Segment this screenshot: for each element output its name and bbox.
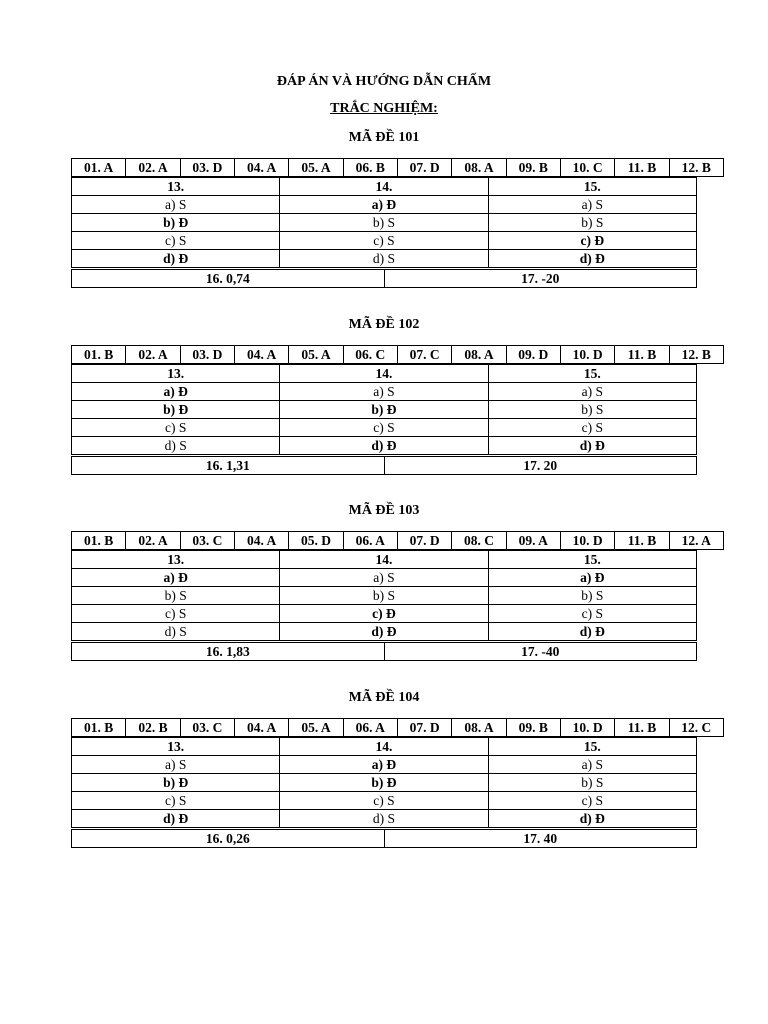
mc-answer: 06. A: [343, 532, 397, 550]
tf-answer: c) S: [488, 419, 696, 437]
section-title: MÃ ĐỀ 101: [348, 130, 420, 145]
tf-answer: a) Đ: [72, 383, 280, 401]
tf-answer: c) S: [280, 232, 488, 250]
tf-row: [72, 792, 697, 810]
mc-answer: 07. D: [397, 159, 451, 177]
mc-answer: 01. A: [72, 159, 126, 177]
mc-answer: 08. A: [452, 159, 506, 177]
tf-answer: b) Đ: [280, 774, 488, 792]
short-answer-table: [71, 269, 697, 288]
tf-answer-table: [71, 364, 697, 455]
tf-answer: b) Đ: [72, 774, 280, 792]
short-answer-row: [72, 830, 697, 848]
mc-answer: 12. A: [669, 532, 723, 550]
mc-answer: 12. C: [669, 719, 723, 737]
tf-answer: b) S: [280, 214, 488, 232]
tf-answer: d) S: [72, 437, 280, 455]
tf-row: [72, 774, 697, 792]
tf-answer: b) S: [488, 774, 696, 792]
mc-answer: 02. A: [126, 532, 180, 550]
tf-answer: a) S: [72, 196, 280, 214]
short-answer-row: [72, 270, 697, 288]
tf-row: [72, 569, 697, 587]
tf-answer: b) Đ: [280, 401, 488, 419]
mc-answer: 02. A: [126, 346, 180, 364]
mc-answer: 08. C: [452, 532, 506, 550]
mc-answer: 01. B: [72, 346, 126, 364]
tf-row: [72, 756, 697, 774]
mc-answer: 05. D: [289, 532, 343, 550]
tf-answer: c) Đ: [488, 232, 696, 250]
tf-row: [72, 623, 697, 641]
tf-answer: c) S: [280, 792, 488, 810]
tf-answer: c) S: [72, 419, 280, 437]
tf-answer: d) S: [280, 810, 488, 828]
mc-answer: 11. B: [615, 719, 669, 737]
tf-answer: c) S: [488, 605, 696, 623]
tf-question-number: 14.: [280, 365, 488, 383]
mc-answer: 11. B: [615, 532, 669, 550]
mc-answer: 09. D: [506, 346, 560, 364]
tf-answer: d) Đ: [488, 250, 696, 268]
mc-answer: 11. B: [615, 346, 669, 364]
mc-answer: 04. A: [234, 532, 288, 550]
tf-answer: d) S: [280, 250, 488, 268]
mc-answer: 03. C: [180, 532, 234, 550]
tf-answer: a) S: [488, 383, 696, 401]
short-answer-row: [72, 457, 697, 475]
tf-question-number: 13.: [72, 178, 280, 196]
section-title: MÃ ĐỀ 104: [348, 690, 420, 705]
short-answer: 17. -20: [384, 270, 697, 288]
tf-answer: c) S: [72, 792, 280, 810]
tf-answer-table: [71, 550, 697, 641]
mc-answer: 04. A: [234, 719, 288, 737]
tf-row: [72, 383, 697, 401]
tf-row: [72, 437, 697, 455]
short-answer-table: [71, 456, 697, 475]
mc-answer: 02. A: [126, 159, 180, 177]
tf-row: [72, 419, 697, 437]
tf-row: [72, 214, 697, 232]
mc-answer: 02. B: [126, 719, 180, 737]
mc-answer: 08. A: [452, 346, 506, 364]
tf-question-number: 14.: [280, 738, 488, 756]
mc-answer-row: [72, 532, 724, 550]
mc-answer: 12. B: [669, 346, 723, 364]
mc-answer: 04. A: [234, 346, 288, 364]
tf-row: [72, 810, 697, 828]
short-answer-table: [71, 829, 697, 848]
mc-answer: 07. C: [397, 346, 451, 364]
tf-head-row: [72, 365, 697, 383]
mc-answer: 10. D: [560, 532, 614, 550]
mc-answer: 01. B: [72, 719, 126, 737]
mc-answer: 09. A: [506, 532, 560, 550]
tf-question-number: 13.: [72, 365, 280, 383]
tf-answer: c) S: [72, 605, 280, 623]
mc-answer: 03. D: [180, 159, 234, 177]
mc-answer: 11. B: [615, 159, 669, 177]
mc-answer: 03. D: [180, 346, 234, 364]
tf-question-number: 13.: [72, 551, 280, 569]
mc-answer: 07. D: [397, 719, 451, 737]
short-answer: 16. 1,83: [72, 643, 385, 661]
mc-answer-row: [72, 719, 724, 737]
mc-answer: 05. A: [289, 719, 343, 737]
tf-answer: a) S: [280, 383, 488, 401]
mc-answer: 10. D: [560, 346, 614, 364]
tf-answer: c) Đ: [280, 605, 488, 623]
short-answer: 16. 1,31: [72, 457, 385, 475]
tf-question-number: 15.: [488, 178, 696, 196]
mc-answer: 08. A: [452, 719, 506, 737]
mc-answer: 10. C: [560, 159, 614, 177]
tf-head-row: [72, 178, 697, 196]
section-title: MÃ ĐỀ 103: [348, 503, 420, 518]
tf-row: [72, 232, 697, 250]
mc-answer: 09. B: [506, 719, 560, 737]
tf-answer: b) S: [488, 587, 696, 605]
tf-answer: b) S: [72, 587, 280, 605]
mc-answer-table: [71, 718, 724, 737]
tf-answer: d) Đ: [280, 623, 488, 641]
mc-answer: 10. D: [560, 719, 614, 737]
tf-answer: a) S: [72, 756, 280, 774]
tf-answer: d) Đ: [488, 810, 696, 828]
short-answer: 16. 0,26: [72, 830, 385, 848]
tf-answer: b) S: [488, 401, 696, 419]
short-answer-table: [71, 642, 697, 661]
mc-answer-table: [71, 345, 724, 364]
tf-answer: d) S: [72, 623, 280, 641]
mc-answer: 06. C: [343, 346, 397, 364]
tf-head-row: [72, 738, 697, 756]
tf-question-number: 15.: [488, 738, 696, 756]
mc-answer-table: [71, 158, 724, 177]
short-answer: 16. 0,74: [72, 270, 385, 288]
mc-answer: 06. A: [343, 719, 397, 737]
tf-answer: d) Đ: [72, 810, 280, 828]
mc-answer: 03. C: [180, 719, 234, 737]
mc-answer-row: [72, 346, 724, 364]
short-answer: 17. -40: [384, 643, 697, 661]
mc-answer-table: [71, 531, 724, 550]
tf-answer: d) Đ: [488, 437, 696, 455]
section-title: MÃ ĐỀ 102: [348, 317, 420, 332]
short-answer: 17. 40: [384, 830, 697, 848]
tf-answer: a) Đ: [280, 756, 488, 774]
tf-answer: a) S: [488, 196, 696, 214]
mc-answer: 07. D: [397, 532, 451, 550]
tf-answer: b) S: [280, 587, 488, 605]
tf-question-number: 13.: [72, 738, 280, 756]
tf-answer-table: [71, 737, 697, 828]
short-answer: 17. 20: [384, 457, 697, 475]
tf-head-row: [72, 551, 697, 569]
tf-row: [72, 401, 697, 419]
tf-question-number: 14.: [280, 551, 488, 569]
tf-answer: b) Đ: [72, 214, 280, 232]
tf-row: [72, 605, 697, 623]
tf-row: [72, 587, 697, 605]
document-heading: ĐÁP ÁN VÀ HƯỚNG DẪN CHẤM: [276, 74, 492, 89]
tf-answer: c) S: [72, 232, 280, 250]
mc-answer: 12. B: [669, 159, 723, 177]
tf-answer: d) Đ: [72, 250, 280, 268]
mc-answer: 05. A: [289, 346, 343, 364]
tf-question-number: 15.: [488, 551, 696, 569]
tf-question-number: 15.: [488, 365, 696, 383]
short-answer-row: [72, 643, 697, 661]
tf-question-number: 14.: [280, 178, 488, 196]
tf-answer: a) S: [488, 756, 696, 774]
tf-answer: a) Đ: [488, 569, 696, 587]
tf-answer: c) S: [488, 792, 696, 810]
tf-row: [72, 196, 697, 214]
tf-answer: a) Đ: [72, 569, 280, 587]
mc-answer: 09. B: [506, 159, 560, 177]
document-subheading: TRẮC NGHIỆM:: [330, 101, 438, 116]
tf-row: [72, 250, 697, 268]
tf-answer: a) S: [280, 569, 488, 587]
mc-answer-row: [72, 159, 724, 177]
tf-answer-table: [71, 177, 697, 268]
mc-answer: 01. B: [72, 532, 126, 550]
tf-answer: d) Đ: [488, 623, 696, 641]
mc-answer: 05. A: [289, 159, 343, 177]
mc-answer: 04. A: [234, 159, 288, 177]
tf-answer: b) Đ: [72, 401, 280, 419]
tf-answer: c) S: [280, 419, 488, 437]
tf-answer: d) Đ: [280, 437, 488, 455]
tf-answer: b) S: [488, 214, 696, 232]
tf-answer: a) Đ: [280, 196, 488, 214]
mc-answer: 06. B: [343, 159, 397, 177]
